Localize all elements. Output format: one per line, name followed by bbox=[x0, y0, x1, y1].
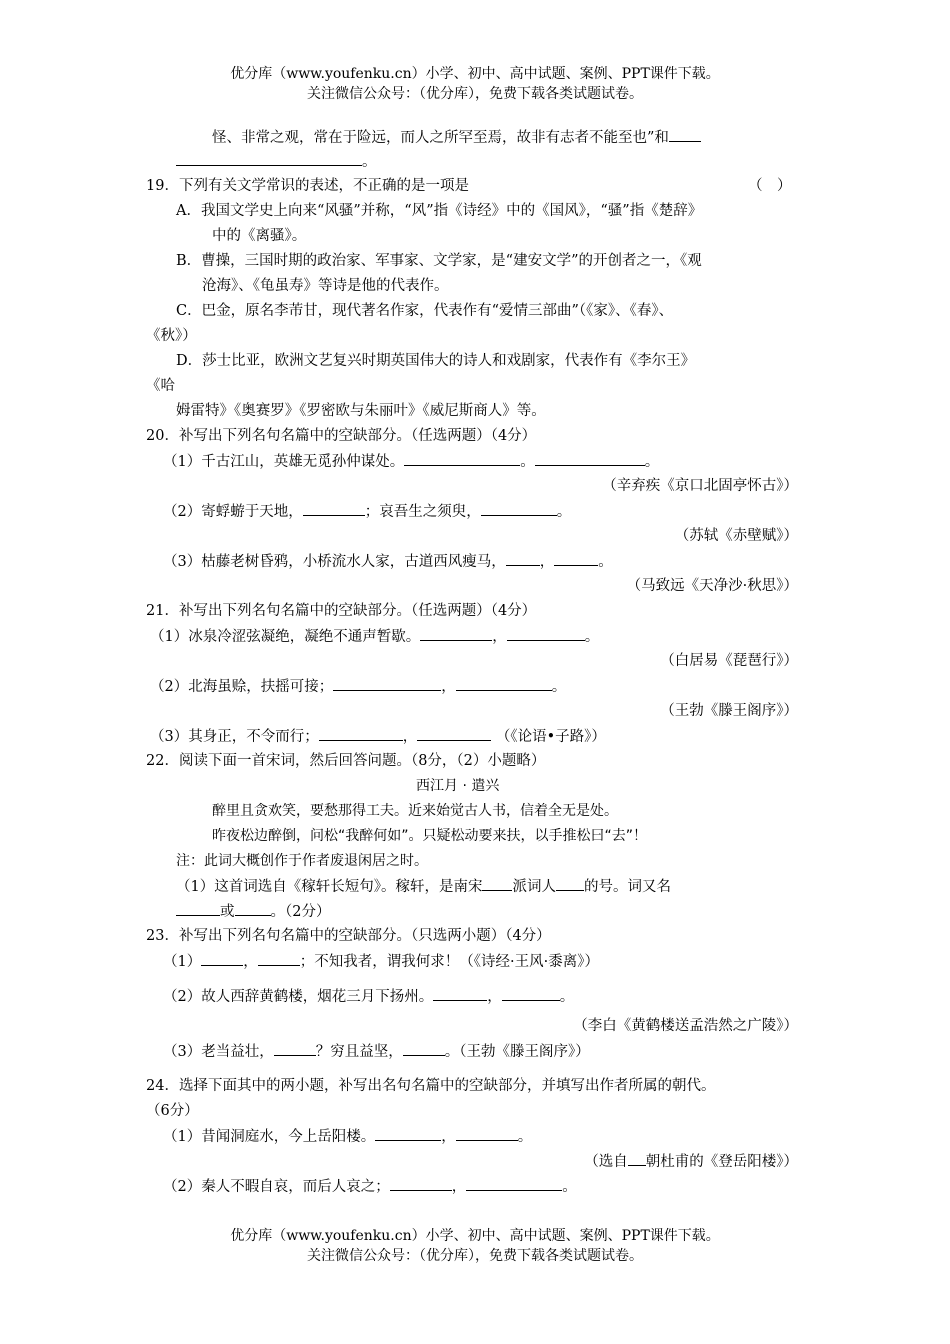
blank bbox=[319, 726, 403, 741]
poem-line-2: 昨夜松边醉倒，问松“我醉何如”。只疑松动要来扶，以手推松曰“去”！ bbox=[212, 828, 648, 844]
q23-source-2: （李白《黄鹤楼送孟浩然之广陵》） bbox=[573, 1018, 798, 1034]
blank bbox=[481, 501, 557, 516]
q22-stem: 22．阅读下面一首宋词，然后回答问题。（8分，（2）小题略） bbox=[146, 753, 546, 769]
blank bbox=[176, 901, 220, 916]
q21-stem: 21．补写出下列名句名篇中的空缺部分。（任选两题）（4分） bbox=[146, 603, 537, 619]
q20-item-1: （1）千古江山，英雄无觅孙仲谋处。 。 。 bbox=[163, 451, 659, 472]
blank bbox=[420, 626, 492, 641]
q21-source-1: （白居易《琵琶行》） bbox=[660, 653, 798, 669]
blank bbox=[456, 676, 552, 691]
blank bbox=[375, 1126, 441, 1141]
q20-item-2: （2）寄蜉蝣于天地， ；哀吾生之须臾， 。 bbox=[163, 501, 571, 522]
footer-line-2: 关注微信公众号：（优分库），免费下载各类试题试卷。 bbox=[307, 1248, 643, 1264]
q20-source-1: （辛弃疾《京口北固亭怀古》） bbox=[602, 478, 798, 494]
q23-stem: 23．补写出下列名句名篇中的空缺部分。（只选两小题）（4分） bbox=[146, 928, 551, 944]
q20-stem: 20．补写出下列名句名篇中的空缺部分。（任选两题）（4分） bbox=[146, 428, 537, 444]
q19-answer-paren: （ ） bbox=[748, 178, 792, 194]
q22-item-1-cont: 或 。（2分） bbox=[176, 901, 330, 922]
q19-option-d-cont2: 姆雷特》《奥赛罗》《罗密欧与朱丽叶》《威尼斯商人》等。 bbox=[176, 403, 546, 419]
q20-source-2: （苏轼《赤壁赋》） bbox=[674, 528, 798, 544]
q19-option-d: D．莎士比亚，欧洲文艺复兴时期英国伟大的诗人和戏剧家，代表作有《李尔王》 bbox=[176, 353, 696, 369]
blank bbox=[333, 676, 441, 691]
blank bbox=[507, 626, 585, 641]
footer-line-1: 优分库（www.youfenku.cn）小学、初中、高中试题、案例、PPT课件下载。 bbox=[230, 1228, 720, 1244]
q24-stem-cont: （6分） bbox=[146, 1103, 199, 1119]
q24-item-1: （1）昔闻洞庭水，今上岳阳楼。 ， 。 bbox=[163, 1126, 532, 1147]
q19-option-b: B．曹操，三国时期的政治家、军事家、文学家，是“建安文学”的开创者之一，《观 bbox=[176, 253, 702, 269]
blank bbox=[274, 1041, 316, 1056]
q19-option-a-cont: 中的《离骚》。 bbox=[212, 228, 307, 244]
q19-option-d-cont: 《哈 bbox=[146, 378, 175, 394]
blank bbox=[176, 151, 362, 166]
q23-item-3: （3）老当益壮， ？穷且益坚， 。（王勃《滕王阁序》） bbox=[163, 1041, 590, 1062]
blank bbox=[433, 986, 487, 1001]
blank bbox=[404, 451, 520, 466]
q21-item-1: （1）冰泉冷涩弦凝绝，凝绝不通声暂歇。 ， 。 bbox=[150, 626, 599, 647]
q21-source-2: （王勃《滕王阁序》） bbox=[660, 703, 798, 719]
q19-option-b-cont: 沧海》、《龟虽寿》等诗是他的代表作。 bbox=[202, 278, 449, 294]
poem-title: 西江月 · 遣兴 bbox=[416, 778, 500, 794]
blank bbox=[403, 1041, 445, 1056]
q24-source-1: （选自 朝杜甫的《登岳阳楼》） bbox=[584, 1151, 798, 1172]
blank bbox=[628, 1151, 646, 1166]
blank bbox=[456, 1126, 518, 1141]
blank bbox=[258, 951, 300, 966]
blank bbox=[466, 1176, 562, 1191]
poem-note: 注：此词大概创作于作者废退闲居之时。 bbox=[176, 853, 428, 869]
blank bbox=[554, 551, 598, 566]
q21-item-3: （3）其身正，不令而行； ， （《论语•子路》） bbox=[150, 726, 606, 747]
q19-option-c-cont: 《秋》） bbox=[146, 328, 197, 344]
continuation-line: 怪、非常之观，常在于险远，而人之所罕至焉，故非有志者不能至也”和 bbox=[212, 127, 701, 148]
q24-stem: 24．选择下面其中的两小题，补写出名句名篇中的空缺部分，并填写出作者所属的朝代。 bbox=[146, 1078, 716, 1094]
blank bbox=[235, 901, 271, 916]
q19-option-c: C．巴金，原名李芾甘，现代著名作家，代表作有“爱情三部曲”（《家》、《春》、 bbox=[176, 303, 674, 319]
blank bbox=[535, 451, 645, 466]
q23-item-1: （1） ， ；不知我者，谓我何求！（《诗经·王风·黍离》） bbox=[163, 951, 599, 972]
q19-stem: 19．下列有关文学常识的表述，不正确的是一项是 bbox=[146, 178, 469, 194]
header-line-2: 关注微信公众号：（优分库），免费下载各类试题试卷。 bbox=[307, 86, 643, 102]
continuation-line-2: 。 bbox=[176, 151, 377, 172]
q23-item-2: （2）故人西辞黄鹤楼，烟花三月下扬州。 ， 。 bbox=[163, 986, 574, 1007]
blank bbox=[556, 876, 584, 891]
q20-item-3: （3）枯藤老树昏鸦，小桥流水人家，古道西风瘦马， ， 。 bbox=[163, 551, 613, 572]
q21-item-2: （2）北海虽赊，扶摇可接； ， 。 bbox=[150, 676, 566, 697]
q21-source-3: （《论语•子路》） bbox=[495, 729, 606, 745]
blank bbox=[482, 876, 512, 891]
blank bbox=[390, 1176, 452, 1191]
q22-item-1: （1）这首词选自《稼轩长短句》。稼轩，是南宋 派词人 的号。词又名 bbox=[176, 876, 671, 897]
blank bbox=[506, 551, 540, 566]
q19-option-a: A．我国文学史上向来“风骚”并称，“风”指《诗经》中的《国风》，“骚”指《楚辞》 bbox=[176, 203, 703, 219]
poem-line-1: 醉里且贪欢笑，要愁那得工夫。近来始觉古人书，信着全无是处。 bbox=[212, 803, 618, 819]
blank bbox=[201, 951, 243, 966]
blank bbox=[669, 127, 701, 142]
blank bbox=[417, 726, 491, 741]
q20-source-3: （马致远《天净沙·秋思》） bbox=[626, 578, 798, 594]
blank bbox=[502, 986, 560, 1001]
blank bbox=[303, 501, 365, 516]
header-line-1: 优分库（www.youfenku.cn）小学、初中、高中试题、案例、PPT课件下载。 bbox=[230, 66, 720, 82]
q24-item-2: （2）秦人不暇自哀，而后人哀之； ， 。 bbox=[163, 1176, 577, 1197]
